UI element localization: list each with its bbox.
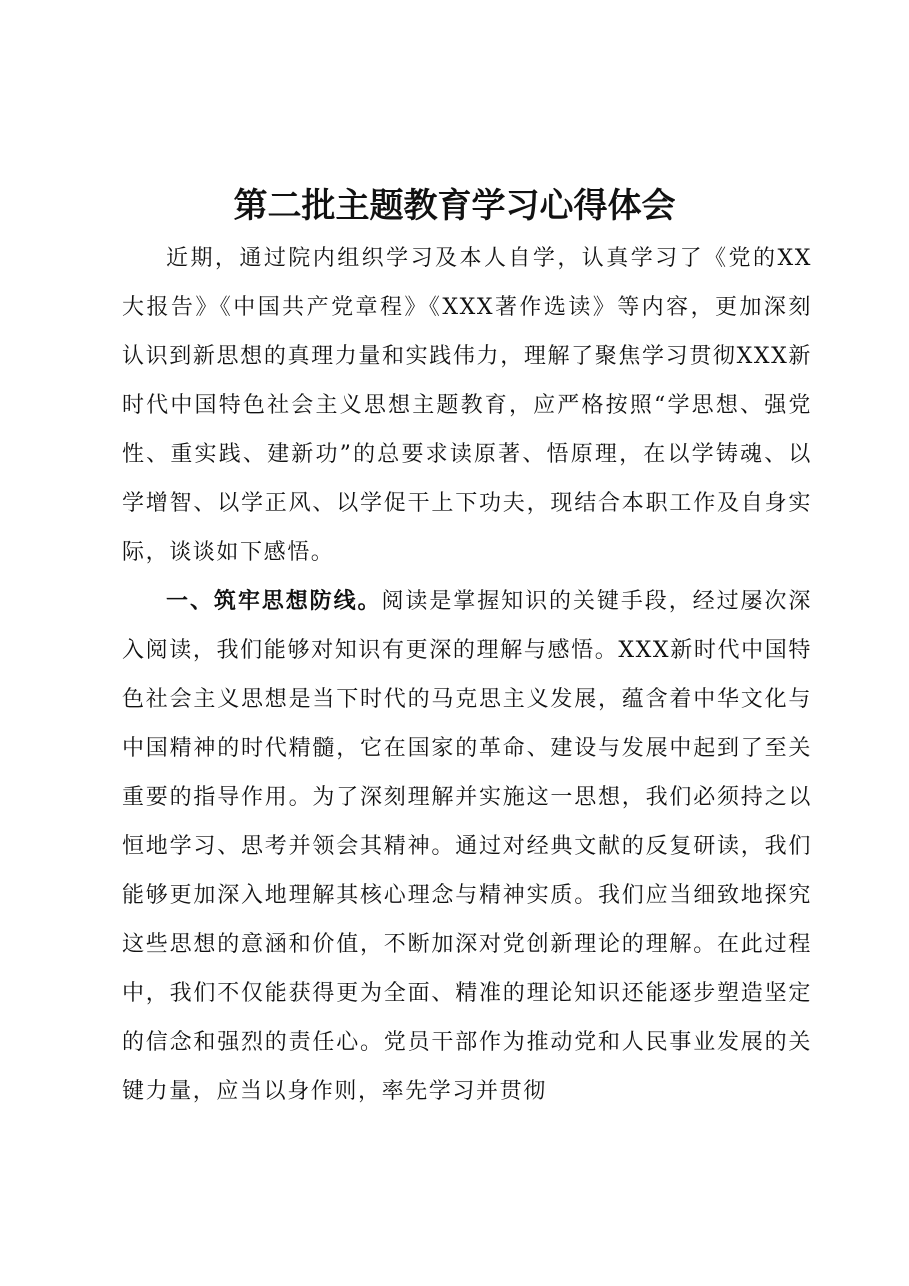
document-body bbox=[122, 234, 812, 1116]
document-title: 第二批主题教育学习心得体会 bbox=[233, 186, 676, 226]
section-one-heading: 一、筑牢思想防线。 bbox=[166, 589, 382, 614]
intro-paragraph-text: 近期，通过院内组织学习及本人自学，认真学习了《党的XX大报告》《中国共产党章程》《XXX著作选读》等内容，更加深刻认识到新思想的真理力量和实践伟力，理解了聚焦学习贯彻XXX新时代中国特色社会主义思想主题教育，应严格按照“学思想、强党性、重实践、建新功”的总要求读原著、悟原理，在以学铸魂、以学增智、以学正风、以学促干上下功夫，现结合本职工作及自身实际，谈谈如下感悟。 bbox=[122, 246, 812, 565]
intro-paragraph bbox=[122, 234, 812, 577]
section-one-paragraph bbox=[122, 577, 812, 1116]
section-one-text: 阅读是掌握知识的关键手段，经过屡次深入阅读，我们能够对知识有更深的理解与感悟。XXX新时代中国特色社会主义思想是当下时代的马克思主义发展，蕴含着中华文化与中国精神的时代精髓，它在国家的革命、建设与发展中起到了至关重要的指导作用。为了深刻理解并实施这一思想，我们必须持之以恒地学习、思考并领会其精神。通过对经典文献的反复研读，我们能够更加深入地理解其核心理念与精神实质。我们应当细致地探究这些思想的意涵和价值，不断加深对党创新理论的理解。在此过程中，我们不仅能获得更为全面、精准的理论知识还能逐步塑造坚定的信念和强烈的责任心。党员干部作为推动党和人民事业发展的关键力量，应当以身作则，率先学习并贯彻 bbox=[122, 589, 812, 1104]
